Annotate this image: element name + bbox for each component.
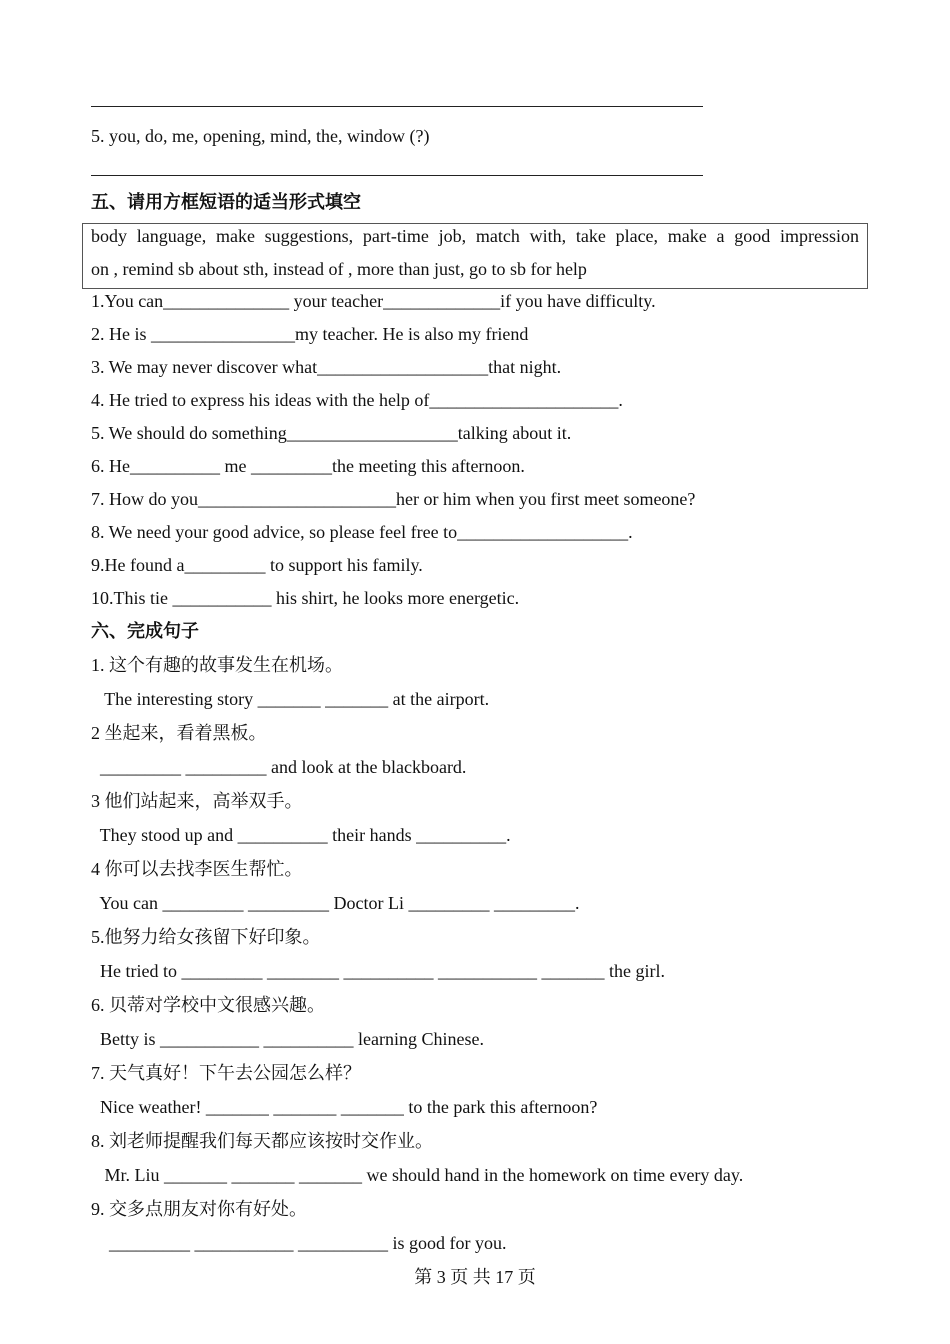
sentence-6-english: Betty is ___________ __________ learning Chinese. [91,1029,484,1049]
sentence-3-english: They stood up and __________ their hands __________. [91,825,511,845]
answer-rule-5 [91,175,703,176]
sentence-2-chinese: 2 坐起来，看着黑板。 [91,723,267,743]
section6-heading: 六、完成句子 [91,621,199,641]
sentence-5-english: He tried to _________ ________ __________ ___________ _______ the girl. [91,961,665,981]
section5-heading: 五、请用方框短语的适当形式填空 [91,192,361,212]
sentence-7-chinese: 7. 天气真好！下午去公园怎么样？ [91,1063,361,1083]
fill-question-2: 2. He is ________________my teacher. He is also my friend [91,324,529,344]
fill-question-9: 9.He found a_________ to support his family. [91,555,423,575]
section4-item-5: 5. you, do, me, opening, mind, the, window (?) [91,126,430,146]
sentence-7-english: Nice weather! _______ _______ _______ to the park this afternoon? [91,1097,598,1117]
phrase-box-line-2: on , remind sb about sth, instead of , more than just, go to sb for help [91,259,587,279]
sentence-1-english: The interesting story _______ _______ at the airport. [91,689,490,709]
fill-question-10: 10.This tie ___________ his shirt, he looks more energetic. [91,588,520,608]
sentence-8-chinese: 8. 刘老师提醒我们每天都应该按时交作业。 [91,1131,433,1151]
fill-question-5: 5. We should do something___________________talking about it. [91,423,572,443]
fill-question-7: 7. How do you______________________her or him when you first meet someone? [91,489,696,509]
answer-rule-4 [91,106,703,107]
fill-question-4: 4. He tried to express his ideas with the help of_____________________. [91,390,623,410]
sentence-4-english: You can _________ _________ Doctor Li _________ _________. [91,893,580,913]
sentence-8-english: Mr. Liu _______ _______ _______ we should hand in the homework on time every day. [91,1165,744,1185]
sentence-9-english: _________ ___________ __________ is good for you. [91,1233,507,1253]
phrase-box-line-1: body language, make suggestions, part-time job, match with, take place, make a good impression [91,226,859,246]
sentence-9-chinese: 9. 交多点朋友对你有好处。 [91,1199,307,1219]
sentence-5-chinese: 5.他努力给女孩留下好印象。 [91,927,321,947]
sentence-2-english: _________ _________ and look at the blackboard. [91,757,467,777]
sentence-3-chinese: 3 他们站起来，高举双手。 [91,791,303,811]
page-number-footer: 第 3 页 共 17 页 [414,1267,536,1287]
phrase-box [82,223,868,289]
fill-question-3: 3. We may never discover what___________________that night. [91,357,562,377]
fill-question-1: 1.You can______________ your teacher_____________if you have difficulty. [91,291,656,311]
fill-question-8: 8. We need your good advice, so please feel free to___________________. [91,522,633,542]
fill-question-6: 6. He__________ me _________the meeting this afternoon. [91,456,525,476]
sentence-1-chinese: 1. 这个有趣的故事发生在机场。 [91,655,343,675]
sentence-4-chinese: 4 你可以去找李医生帮忙。 [91,859,303,879]
sentence-6-chinese: 6. 贝蒂对学校中文很感兴趣。 [91,995,325,1015]
